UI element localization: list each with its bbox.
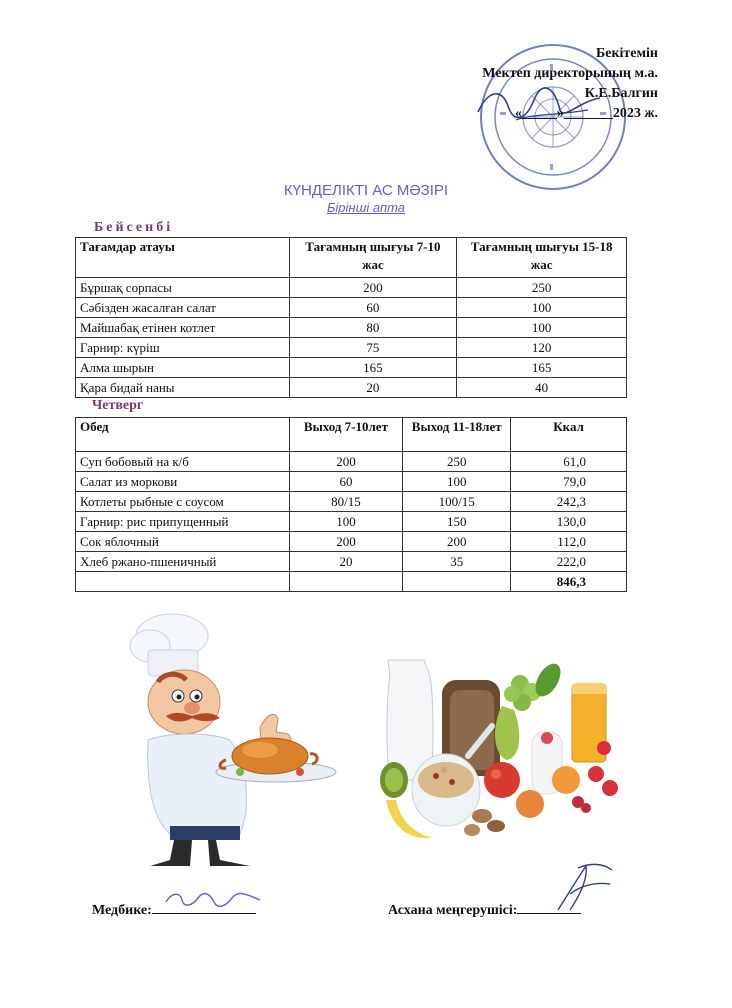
table-row [76,278,627,298]
output-7-10: 80/15 [289,492,403,512]
dish-name: Гарнир: рис припущенный [76,512,290,532]
portion-15-18: 165 [457,358,627,378]
empty-cell [289,572,403,592]
menu-table-kz [75,237,627,398]
portion-15-18: 100 [457,318,627,338]
nurse-signature [160,886,270,912]
approval-line-4: «_____»_______2023 ж. [514,106,658,121]
table-row [76,472,627,492]
column-header-output-7-10: Выход 7-10лет [289,418,403,452]
dish-name: Майшабақ етінен котлет [76,318,290,338]
table-row [76,318,627,338]
nurse-label: Медбике: [92,903,152,918]
output-11-18: 250 [403,452,511,472]
output-11-18: 200 [403,532,511,552]
canteen-head-label: Асхана меңгерушісі: [388,903,518,918]
output-11-18: 100 [403,472,511,492]
kcal: 242,3 [511,492,627,512]
output-7-10: 60 [289,472,403,492]
approval-block [430,44,658,124]
column-header-portion-15-18: Тағамның шығуы 15-18 жас [457,238,627,278]
empty-cell [76,572,290,592]
table-row [76,338,627,358]
week-subtitle: Бірінші апта [326,200,406,215]
portion-15-18: 40 [457,378,627,398]
kcal: 222,0 [511,552,627,572]
chef-illustration [100,610,360,872]
output-7-10: 20 [289,552,403,572]
output-7-10: 100 [289,512,403,532]
dish-name: Сок яблочный [76,532,290,552]
dish-name: Қара бидай наны [76,378,290,398]
table-row [76,552,627,572]
output-7-10: 200 [289,532,403,552]
canteen-head-signature [548,858,620,916]
portion-7-10: 165 [289,358,457,378]
dish-name: Гарнир: күріш [76,338,290,358]
dish-name: Хлеб ржано-пшеничный [76,552,290,572]
column-header-dish: Тағамдар атауы [76,238,290,278]
dish-name: Сәбізден жасалған салат [76,298,290,318]
approval-line-2: Мектеп директорының м.а. [482,66,658,81]
table-header-row [76,238,627,278]
column-header-portion-7-10: Тағамның шығуы 7-10 жас [289,238,457,278]
healthy-food-illustration [372,640,634,860]
approval-line-3: К.Е.Балгин [584,86,658,101]
day-label-thursday-kz: Бейсенбі [94,220,174,235]
portion-15-18: 100 [457,298,627,318]
kcal: 130,0 [511,512,627,532]
total-kcal: 846,3 [511,572,627,592]
column-header-lunch: Обед [76,418,290,452]
kcal: 61,0 [511,452,627,472]
table-row [76,378,627,398]
kcal: 112,0 [511,532,627,552]
table-row [76,532,627,552]
dish-name: Алма шырын [76,358,290,378]
table-row [76,452,627,472]
portion-15-18: 120 [457,338,627,358]
total-row [76,572,627,592]
portion-7-10: 80 [289,318,457,338]
table-row [76,492,627,512]
output-11-18: 150 [403,512,511,532]
portion-15-18: 250 [457,278,627,298]
day-label-thursday-ru: Четверг [92,398,144,413]
table-row [76,358,627,378]
kcal: 79,0 [511,472,627,492]
approval-line-1: Бекітемін [595,46,658,61]
dish-name: Суп бобовый на к/б [76,452,290,472]
dish-name: Бұршақ сорпасы [76,278,290,298]
portion-7-10: 60 [289,298,457,318]
output-7-10: 200 [289,452,403,472]
output-11-18: 35 [403,552,511,572]
table-row [76,512,627,532]
column-header-kcal: Ккал [511,418,627,452]
empty-cell [403,572,511,592]
portion-7-10: 75 [289,338,457,358]
menu-table-ru [75,417,627,592]
portion-7-10: 200 [289,278,457,298]
table-row [76,298,627,318]
column-header-output-11-18: Выход 11-18лет [403,418,511,452]
dish-name: Котлеты рыбные с соусом [76,492,290,512]
page-title: КҮНДЕЛІКТІ АС МӘЗІРІ [283,182,449,199]
dish-name: Салат из моркови [76,472,290,492]
portion-7-10: 20 [289,378,457,398]
output-11-18: 100/15 [403,492,511,512]
table-header-row [76,418,627,452]
